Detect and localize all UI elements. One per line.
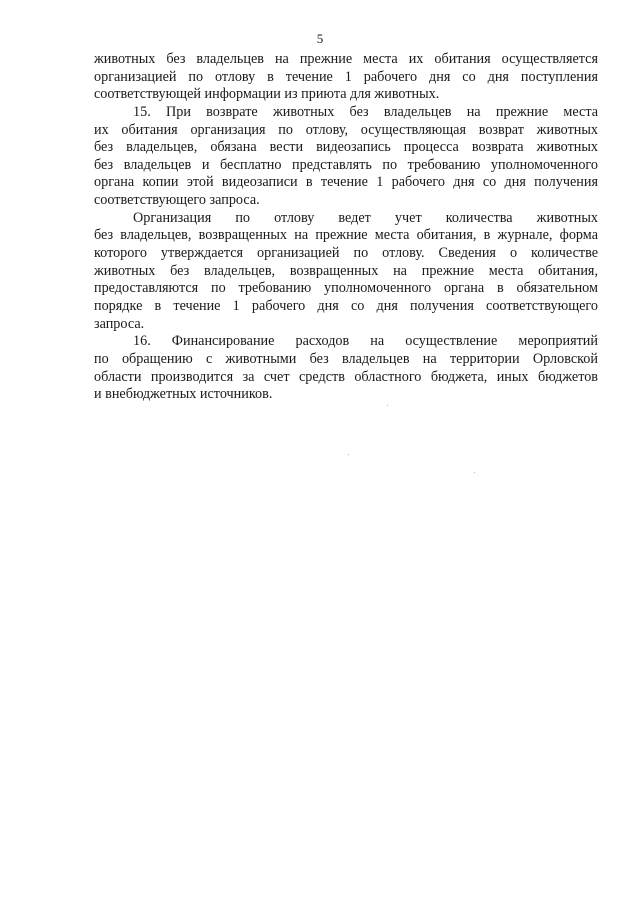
document-body [94, 51, 598, 404]
text-line: без владельцев, обязана вести видеозапись процесса возврата животных [94, 139, 598, 156]
text-line: области производится за счет средств областного бюджета, иных бюджетов [94, 368, 598, 385]
text-line: и внебюджетных источников. [94, 386, 273, 403]
paragraph-record-keeping [94, 210, 598, 333]
text-line: животных без владельцев, возвращенных на прежние места обитания, [94, 262, 598, 279]
text-line: их обитания организация по отлову, осуществляющая возврат животных [94, 121, 598, 138]
scan-speck [387, 405, 388, 406]
text-line: по обращению с животными без владельцев на территории Орловской [94, 350, 598, 367]
text-line: органа копии этой видеозаписи в течение 1 рабочего дня со дня получения [94, 174, 598, 191]
text-line: порядке в течение 1 рабочего дня со дня получения соответствующего [94, 297, 598, 314]
page-number: 5 [316, 31, 324, 46]
text-line: животных без владельцев на прежние места их обитания осуществляется [94, 51, 598, 67]
text-line: которого утверждается организацией по отлову. Сведения о количестве [94, 245, 598, 262]
text-line: соответствующего запроса. [94, 192, 260, 209]
text-line: без владельцев, возвращенных на прежние места обитания, в журнале, форма [94, 227, 598, 244]
paragraph-15 [94, 104, 598, 210]
text-line: запроса. [94, 315, 145, 332]
scan-speck [348, 454, 349, 455]
text-line: соответствующей информации из приюта для животных. [94, 86, 440, 103]
paragraph-continuation [94, 51, 598, 104]
paragraph-16 [94, 333, 598, 404]
text-line: Организация по отлову ведет учет количества животных [133, 209, 598, 226]
text-line: предоставляются по требованию уполномоченного органа в обязательном [94, 280, 598, 297]
text-line: 16. Финансирование расходов на осуществление мероприятий [133, 333, 598, 350]
text-line: 15. При возврате животных без владельцев на прежние места [133, 103, 598, 120]
text-line: организацией по отлову в течение 1 рабочего дня со дня поступления [94, 68, 598, 85]
text-line: без владельцев и бесплатно представлять по требованию уполномоченного [94, 156, 598, 173]
scan-speck [474, 472, 475, 473]
